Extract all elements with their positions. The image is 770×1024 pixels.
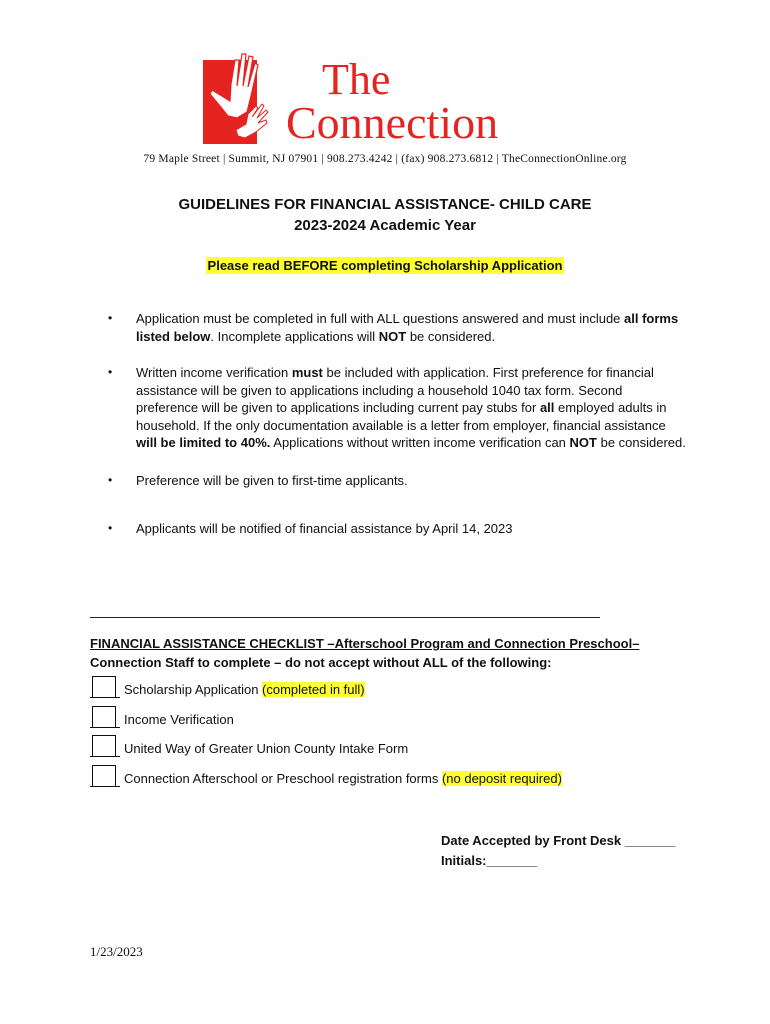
page-title: GUIDELINES FOR FINANCIAL ASSISTANCE- CHILD CARE (178, 196, 592, 213)
front-desk-signoff (441, 831, 675, 871)
checklist-item-note: (no deposit required) (441, 771, 562, 786)
guideline-text: be included with application. First preference for financial assistance will be given to applications including a household 1040 tax form. Second preference will be given to applications including current pay stubs for (136, 365, 654, 416)
guideline-text: Preference will be given to first-time applicants. (136, 473, 408, 488)
checklist-item-label: Scholarship Application (124, 682, 263, 697)
logo-text-the: The (322, 55, 391, 104)
academic-year: 2023-2024 Academic Year (294, 217, 476, 234)
emphasis-text: NOT (378, 328, 407, 344)
checkbox[interactable] (92, 735, 116, 757)
emphasis-text: all forms listed below (136, 311, 679, 344)
guideline-text: Application must be completed in full with ALL questions answered and must include (136, 311, 625, 326)
checklist-heading (90, 634, 690, 672)
emphasis-text: NOT (569, 435, 597, 451)
bullet-icon: • (108, 365, 113, 379)
guideline-text: employed adults in household. If the only documentation available is a letter from employer, financial assistance (136, 400, 667, 433)
initials-field[interactable]: Initials:_______ (441, 853, 538, 868)
read-before-notice: Please read BEFORE completing Scholarship Application (207, 258, 563, 273)
section-divider (90, 617, 600, 618)
checklist-item-label: United Way of Greater Union County Intake Form (124, 741, 409, 756)
emphasis-text: must (291, 365, 323, 380)
checklist-item-label: Income Verification (124, 712, 234, 727)
guideline-text: Applicants will be notified of financial assistance by April 14, 2023 (136, 521, 513, 536)
checklist-item-label: Connection Afterschool or Preschool registration forms (124, 771, 442, 786)
checkbox[interactable] (92, 706, 116, 728)
guideline-text: Applications without written income verification can (270, 435, 570, 451)
bullet-icon: • (108, 311, 113, 325)
the-connection-logo (200, 46, 572, 150)
checklist-item-note: (completed in full) (262, 682, 365, 697)
organization-address: 79 Maple Street | Summit, NJ 07901 | 908.273.4242 | (fax) 908.273.6812 | TheConnectionOnline.org (143, 153, 627, 165)
emphasis-text: will be limited to 40%. (136, 435, 271, 451)
logo-text-connection: Connection (286, 97, 499, 148)
checklist-title: FINANCIAL ASSISTANCE CHECKLIST –Afterschool Program and Connection Preschool– (90, 636, 640, 651)
guideline-text: Written income verification (136, 365, 292, 380)
date-accepted-field[interactable]: Date Accepted by Front Desk _______ (441, 833, 676, 848)
checkbox[interactable] (92, 676, 116, 698)
guideline-text: be considered. (406, 328, 496, 344)
document-date: 1/23/2023 (90, 944, 143, 959)
guideline-text: . Incomplete applications will (210, 328, 379, 344)
checklist-instructions: Connection Staff to complete – do not accept without ALL of the following: (90, 655, 552, 670)
emphasis-text: all (539, 400, 555, 416)
guideline-text: be considered. (596, 435, 686, 451)
bullet-icon: • (108, 521, 113, 535)
bullet-icon: • (108, 473, 113, 487)
checkbox[interactable] (92, 765, 116, 787)
